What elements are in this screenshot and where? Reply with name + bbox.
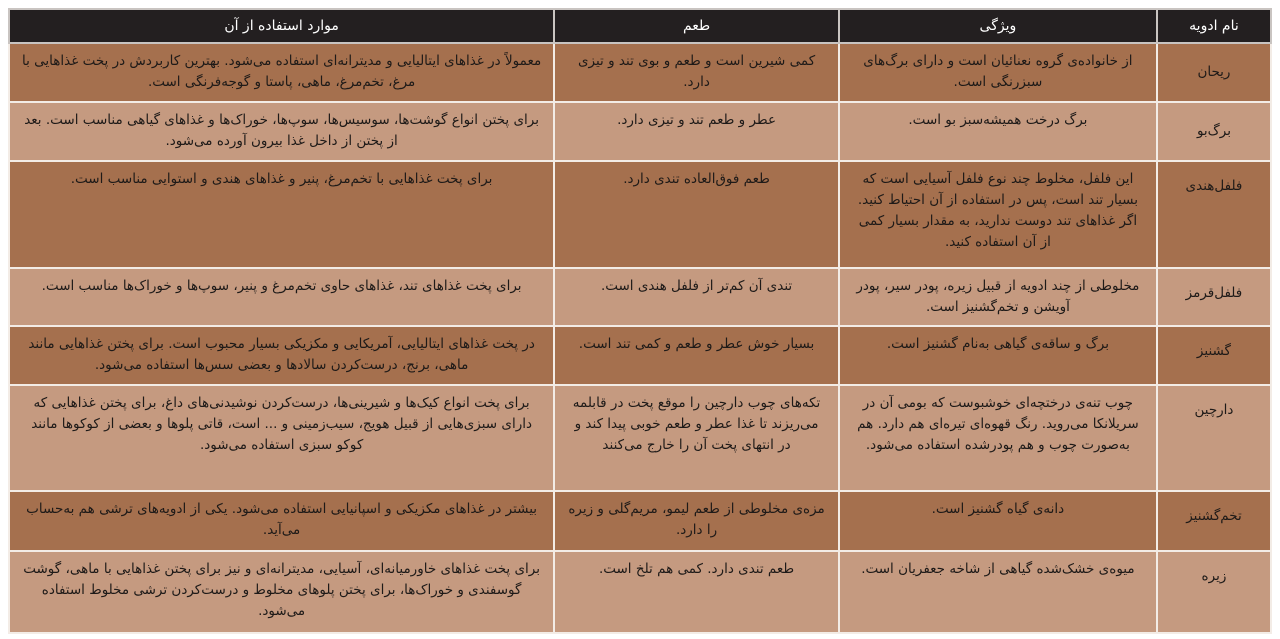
table-row bbox=[9, 326, 1271, 385]
cell-uses: برای پختن انواع گوشت‌ها، سوسیس‌ها، سوپ‌ها، خوراک‌ها و غذاهای گیاهی مناسب است. بعد از پختن از داخل غذا بیرون آورده می‌شود. bbox=[9, 102, 554, 161]
header-taste: طعم bbox=[554, 9, 839, 43]
table-row bbox=[9, 385, 1271, 491]
cell-taste: طعم فوق‌العاده تندی دارد. bbox=[554, 161, 839, 268]
cell-taste: مزه‌ی مخلوطی از طعم لیمو، مریم‌گلی و زیره را دارد. bbox=[554, 491, 839, 551]
table-row bbox=[9, 551, 1271, 633]
cell-uses: برای پخت انواع کیک‌ها و شیرینی‌ها، درست‌کردن نوشیدنی‌های داغ، برای پختن غذاهایی که دارای سبزی‌هایی از قبیل هویج، سیب‌زمینی و ... است، قاتی پلوها و بعضی از کوکوها مانند کوکو سبزی استفاده می‌شود. bbox=[9, 385, 554, 491]
header-row bbox=[9, 9, 1271, 43]
cell-uses: برای پخت غذاهای خاورمیانه‌ای، آسیایی، مدیترانه‌ای و نیز برای پختن غذاهایی با ماهی، گوشت گوسفندی و خوراک‌ها، برای پختن پلوهای مخلوط و درست‌کردن ترشی مخلوط استفاده می‌شود. bbox=[9, 551, 554, 633]
cell-spice-name: دارچین bbox=[1157, 385, 1271, 491]
cell-taste: کمی شیرین است و طعم و بوی تند و تیزی دارد. bbox=[554, 43, 839, 102]
cell-feature: از خانواده‌ی گروه نعنائیان است و دارای برگ‌های سبزرنگی است. bbox=[839, 43, 1157, 102]
cell-spice-name: گشنیز bbox=[1157, 326, 1271, 385]
spice-table bbox=[8, 8, 1272, 634]
cell-feature: برگ و ساقه‌ی گیاهی به‌نام گشنیز است. bbox=[839, 326, 1157, 385]
cell-uses: برای پخت غذاهایی با تخم‌مرغ، پنیر و غذاهای هندی و استوایی مناسب است. bbox=[9, 161, 554, 268]
cell-feature: برگ درخت همیشه‌سبز بو است. bbox=[839, 102, 1157, 161]
cell-feature: میوه‌ی خشک‌شده گیاهی از شاخه جعفریان است. bbox=[839, 551, 1157, 633]
cell-uses: معمولاً در غذاهای ایتالیایی و مدیترانه‌ای استفاده می‌شود. بهترین کاربردش در پخت غذاهایی با مرغ، تخم‌مرغ، ماهی، پاستا و گوجه‌فرنگی است. bbox=[9, 43, 554, 102]
header-feature: ویژگی bbox=[839, 9, 1157, 43]
table-row bbox=[9, 102, 1271, 161]
cell-feature: چوب تنه‌ی درختچه‌ای خوشبوست که بومی آن در سریلانکا می‌روید. رنگ قهوه‌ای تیره‌ای هم دارد. هم به‌صورت چوب و هم پودرشده استفاده می‌شود. bbox=[839, 385, 1157, 491]
cell-spice-name: فلفل‌قرمز bbox=[1157, 268, 1271, 326]
cell-taste: بسیار خوش عطر و طعم و کمی تند است. bbox=[554, 326, 839, 385]
cell-spice-name: تخم‌گشنیز bbox=[1157, 491, 1271, 551]
cell-taste: عطر و طعم تند و تیزی دارد. bbox=[554, 102, 839, 161]
cell-feature: این فلفل، مخلوط چند نوع فلفل آسیایی است که بسیار تند است، پس در استفاده از آن احتیاط کنید. اگر غذاهای تند دوست ندارید، به مقدار بسیار کمی از آن استفاده کنید. bbox=[839, 161, 1157, 268]
cell-feature: مخلوطی از چند ادویه از قبیل زیره، پودر سیر، پودر آویشن و تخم‌گشنیز است. bbox=[839, 268, 1157, 326]
cell-uses: برای پخت غذاهای تند، غذاهای حاوی تخم‌مرغ و پنیر، سوپ‌ها و خوراک‌ها مناسب است. bbox=[9, 268, 554, 326]
cell-spice-name: ریحان bbox=[1157, 43, 1271, 102]
table-row bbox=[9, 268, 1271, 326]
cell-uses: بیشتر در غذاهای مکزیکی و اسپانیایی استفاده می‌شود. یکی از ادویه‌های ترشی هم به‌حساب می‌آید. bbox=[9, 491, 554, 551]
header-uses: موارد استفاده از آن bbox=[9, 9, 554, 43]
table-row bbox=[9, 161, 1271, 268]
cell-taste: تکه‌های چوب دارچین را موقع پخت در قابلمه می‌ریزند تا غذا عطر و طعم خوبی پیدا کند و در انتهای پخت آن را خارج می‌کنند bbox=[554, 385, 839, 491]
header-spice-name: نام ادویه bbox=[1157, 9, 1271, 43]
table-row bbox=[9, 491, 1271, 551]
cell-uses: در پخت غذاهای ایتالیایی، آمریکایی و مکزیکی بسیار محبوب است. برای پختن غذاهایی مانند ماهی، برنج، درست‌کردن سالادها و بعضی سس‌ها استفاده می‌شود. bbox=[9, 326, 554, 385]
cell-feature: دانه‌ی گیاه گشنیز است. bbox=[839, 491, 1157, 551]
table-row bbox=[9, 43, 1271, 102]
cell-spice-name: فلفل‌هندی bbox=[1157, 161, 1271, 268]
spice-table-container bbox=[8, 8, 1272, 634]
cell-taste: تندی آن کم‌تر از فلفل هندی است. bbox=[554, 268, 839, 326]
cell-taste: طعم تندی دارد. کمی هم تلخ است. bbox=[554, 551, 839, 633]
cell-spice-name: زیره bbox=[1157, 551, 1271, 633]
cell-spice-name: برگ‌بو bbox=[1157, 102, 1271, 161]
